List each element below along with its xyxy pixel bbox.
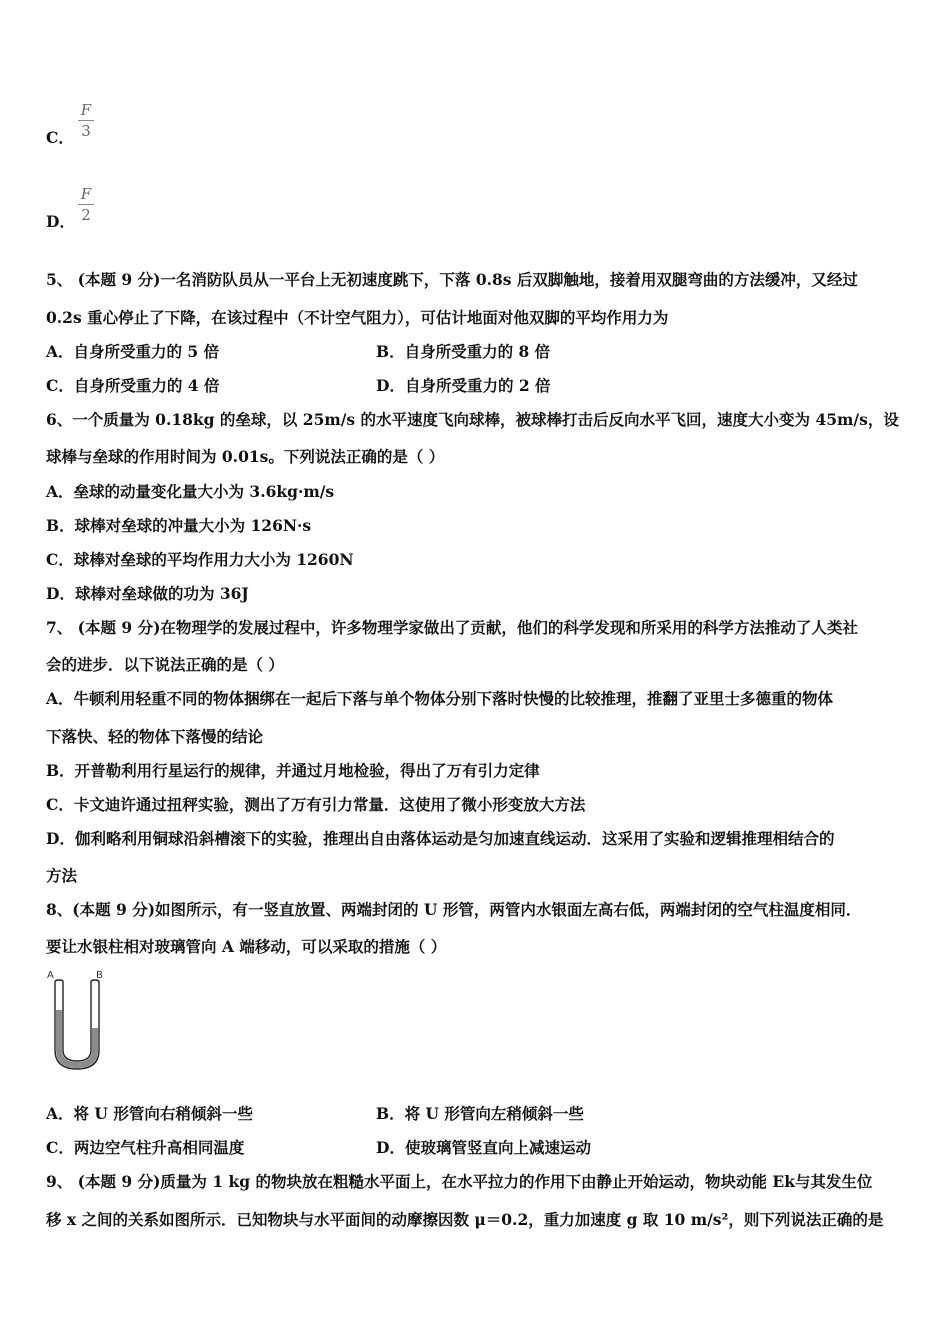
fraction-numerator: F <box>80 185 92 203</box>
q5-option-b: B．自身所受重力的 8 倍 <box>376 342 551 361</box>
q8-stem-line2: 要让水银柱相对玻璃管向 A 端移动，可以采取的措施（ ） <box>46 937 447 956</box>
fig-label-a: A <box>47 970 54 981</box>
q7-option-a-line2: 下落快、轻的物体下落慢的结论 <box>46 727 264 746</box>
q6-option-b: B．球棒对垒球的冲量大小为 126N·s <box>46 516 312 535</box>
q5-stem-line1: 5、 (本题 9 分)一名消防队员从一平台上无初速度跳下，下落 0.8s 后双脚触地，接着用双腿弯曲的方法缓冲，又经过 <box>46 270 858 289</box>
fraction-bar <box>78 120 94 121</box>
fraction-bar <box>78 204 94 205</box>
q5-option-d: D．自身所受重力的 2 倍 <box>376 376 551 395</box>
q6-stem-line2: 球棒与垒球的作用时间为 0.01s。下列说法正确的是（ ） <box>46 447 445 466</box>
q7-stem-line2: 会的进步．以下说法正确的是（ ） <box>46 655 284 674</box>
q8-option-d: D．使玻璃管竖直向上减速运动 <box>376 1138 591 1157</box>
q8-option-c: C．两边空气柱升高相同温度 <box>46 1138 245 1157</box>
q9-stem-line2: 移 x 之间的关系如图所示．已知物块与水平面间的动摩擦因数 μ＝0.2，重力加速度 g 取 10 m/s²，则下列说法正确的是 <box>46 1210 884 1229</box>
u-tube-figure <box>44 968 110 1076</box>
q5-option-c: C．自身所受重力的 4 倍 <box>46 376 220 395</box>
q4-option-d-label: D． <box>46 212 75 231</box>
fig-label-b: B <box>96 970 103 981</box>
q7-stem-line1: 7、 (本题 9 分)在物理学的发展过程中，许多物理学家做出了贡献，他们的科学发现和所采用的科学方法推动了人类社 <box>46 618 858 637</box>
q7-option-c: C．卡文迪许通过扭秤实验，测出了万有引力常量．这使用了微小形变放大方法 <box>46 795 586 814</box>
q9-stem-line1: 9、 (本题 9 分)质量为 1 kg 的物块放在粗糙水平面上，在水平拉力的作用下由静止开始运动，物块动能 Ek与其发生位 <box>46 1172 873 1191</box>
q8-option-a: A．将 U 形管向右稍倾斜一些 <box>46 1104 253 1123</box>
fraction-numerator: F <box>80 101 92 119</box>
q6-stem-line1: 6、一个质量为 0.18kg 的垒球，以 25m/s 的水平速度飞向球棒，被球棒打击后反向水平飞回，速度大小变为 45m/s，设 <box>46 410 899 429</box>
q8-stem-line1: 8、(本题 9 分)如图所示，有一竖直放置、两端封闭的 U 形管，两管内水银面左高右低，两端封闭的空气柱温度相同． <box>46 900 862 919</box>
q4-option-c-fraction <box>78 102 94 139</box>
q5-option-a: A．自身所受重力的 5 倍 <box>46 342 220 361</box>
q8-option-b: B．将 U 形管向左稍倾斜一些 <box>376 1104 584 1123</box>
q7-option-b: B．开普勒利用行星运行的规律，并通过月地检验，得出了万有引力定律 <box>46 761 540 780</box>
q7-option-d-line2: 方法 <box>46 866 78 885</box>
q5-stem-line2: 0.2s 重心停止了下降，在该过程中（不计空气阻力），可估计地面对他双脚的平均作用力为 <box>46 308 669 327</box>
fraction-denominator: 3 <box>81 122 91 140</box>
fraction-denominator: 2 <box>81 206 91 224</box>
q4-option-d-fraction <box>78 186 94 223</box>
q6-option-c: C．球棒对垒球的平均作用力大小为 1260N <box>46 550 354 569</box>
q7-option-a-line1: A．牛顿利用轻重不同的物体捆绑在一起后下落与单个物体分别下落时快慢的比较推理，推翻了亚里士多德重的物体 <box>46 689 834 708</box>
q6-option-d: D．球棒对垒球做的功为 36J <box>46 584 249 603</box>
u-tube-diagram <box>44 968 110 1076</box>
q6-option-a: A．垒球的动量变化量大小为 3.6kg·m/s <box>46 482 335 501</box>
q7-option-d-line1: D．伽利略利用铜球沿斜槽滚下的实验，推理出自由落体运动是匀加速直线运动．这采用了实验和逻辑推理相结合的 <box>46 829 835 848</box>
q4-option-c-label: C． <box>46 128 74 147</box>
